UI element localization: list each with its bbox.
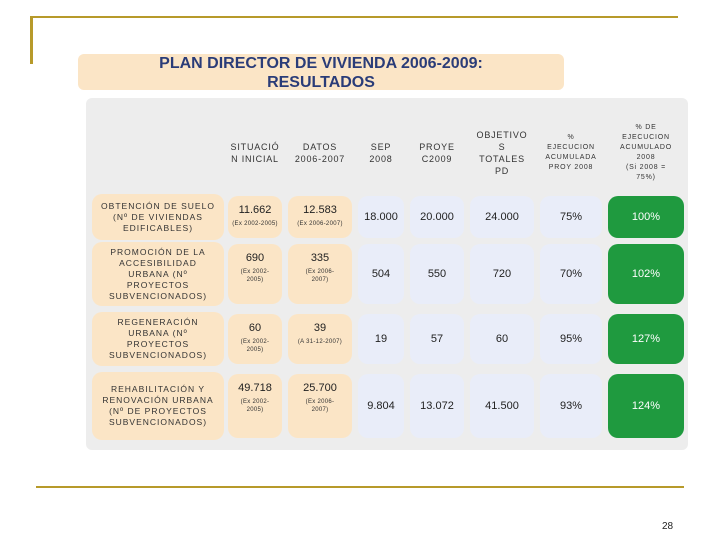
cell-value: 93% (559, 400, 583, 412)
table-cell (470, 314, 534, 364)
column-header-sep-2008 (358, 120, 404, 186)
table-cell (470, 196, 534, 238)
row-label-text (109, 247, 207, 302)
cell-note-line: (Ex 2002-2005) (232, 221, 278, 227)
column-header-line: 2008 (636, 154, 656, 161)
column-header-line: C2009 (421, 154, 453, 164)
cell-value: 24.000 (485, 211, 519, 223)
row-label (92, 242, 224, 306)
cell-value: 124% (631, 400, 661, 412)
cell-note-line: (Ex 2006- (305, 399, 335, 405)
cell-note-line: (Ex 2002- (240, 399, 270, 405)
table-cell (288, 244, 352, 304)
row-label (92, 312, 224, 366)
cell-value: 25.700 (303, 382, 337, 394)
row-label-line: EDIFICABLES) (122, 222, 194, 233)
table-cell (608, 374, 684, 438)
cell-value: 60 (248, 322, 262, 334)
table-cell (608, 244, 684, 304)
row-label-text (101, 201, 215, 234)
table-cell (228, 244, 282, 304)
table-cell (358, 314, 404, 364)
slide-title (78, 54, 564, 90)
cell-value: 95% (559, 333, 583, 345)
column-header-text (620, 123, 672, 183)
row-label-line: REHABILITACIÓN Y (110, 384, 206, 394)
cell-value: 100% (631, 211, 661, 223)
column-header-line: S (498, 142, 506, 152)
page-number: 28 (662, 521, 674, 532)
column-header-line: DATOS (302, 142, 338, 152)
cell-value: 41.500 (485, 400, 519, 412)
column-header-line: PD (494, 166, 510, 176)
cell-value: 550 (427, 268, 447, 280)
cell-value: 504 (371, 268, 391, 280)
decorative-vertical-line (30, 16, 33, 64)
column-header-text (419, 141, 455, 165)
cell-note-line: 2007) (311, 407, 329, 413)
cell-note (288, 268, 352, 284)
table-cell (540, 374, 602, 438)
cell-note (228, 268, 282, 284)
column-header-line: % (567, 134, 575, 141)
column-header-line: PROYE (419, 142, 455, 152)
row-label-line: PROYECTOS (126, 339, 190, 349)
cell-note-line: (Ex 2006-2007) (297, 221, 343, 227)
row-label-text (109, 317, 207, 361)
column-header-ejecucion-acumulado-2008 (608, 120, 684, 186)
cell-note-line: (A 31-12-2007) (297, 339, 343, 345)
cell-note-line: 2005) (246, 407, 264, 413)
row-label-line: REGENERACIÓN (117, 317, 199, 327)
cell-note-line: 2005) (246, 347, 264, 353)
table-cell (410, 244, 464, 304)
row-label (92, 372, 224, 440)
column-header-proyeccion-2009 (410, 120, 464, 186)
column-header-line: EJECUCION (622, 134, 670, 141)
cell-value: 19 (374, 333, 388, 345)
cell-value: 70% (559, 268, 583, 280)
column-header-text (231, 141, 280, 165)
column-header-datos-2006-2007 (288, 120, 352, 186)
table-cell (410, 374, 464, 438)
column-header-line: OBJETIVO (476, 130, 528, 140)
column-header-line: PROY 2008 (548, 164, 594, 171)
cell-value: 39 (313, 322, 327, 334)
table-cell (288, 196, 352, 238)
cell-value: 127% (631, 333, 661, 345)
column-header-text (545, 133, 596, 173)
cell-note-line: (Ex 2006- (305, 269, 335, 275)
table-cell (228, 374, 282, 438)
column-header-objetivos-totales-pd (470, 120, 534, 186)
table-cell (288, 374, 352, 438)
cell-value: 13.072 (420, 400, 454, 412)
table-cell (228, 314, 282, 364)
table-cell (540, 196, 602, 238)
table-cell (608, 196, 684, 238)
column-header-ejecucion-acumulada-proy-2008 (540, 120, 602, 186)
table-cell (358, 196, 404, 238)
cell-note-line: (Ex 2002- (240, 339, 270, 345)
column-header-text (295, 141, 345, 165)
cell-note (228, 338, 282, 354)
decorative-bottom-line (36, 486, 684, 488)
row-label-line: SUBVENCIONADOS) (108, 290, 208, 301)
table-cell (540, 314, 602, 364)
column-header-line: SITUACIÓ (230, 142, 280, 152)
table-cell (470, 244, 534, 304)
cell-value: 690 (245, 252, 265, 264)
cell-value: 18.000 (364, 211, 398, 223)
column-header-line: EJECUCION (547, 144, 595, 151)
decorative-top-line (30, 16, 678, 18)
row-label-line: URBANA (Nº (128, 268, 188, 279)
cell-value: 57 (430, 333, 444, 345)
column-header-line: SEP (370, 142, 392, 152)
row-label-line: OBTENCIÓN DE SUELO (101, 200, 215, 211)
column-header-text (369, 141, 392, 165)
table-cell (540, 244, 602, 304)
row-label-line: SUBVENCIONADOS) (108, 350, 208, 360)
slide-title-line-1: PLAN DIRECTOR DE VIVIENDA 2006-2009: (159, 55, 483, 72)
row-label-text (102, 384, 213, 428)
column-header-line: TOTALES (479, 154, 525, 164)
table-cell (358, 374, 404, 438)
cell-value: 12.583 (303, 204, 337, 216)
table-cell (410, 314, 464, 364)
cell-note (228, 220, 282, 228)
cell-value: 49.718 (238, 382, 272, 394)
column-header-line: N INICIAL (231, 154, 279, 164)
table-cell (288, 314, 352, 364)
column-header-line: 2006-2007 (294, 154, 346, 164)
cell-note-line: (Ex 2002- (240, 269, 270, 275)
column-header-line: ACUMULADO (620, 144, 672, 151)
table-cell (608, 314, 684, 364)
cell-value: 720 (492, 268, 512, 280)
row-label-line: ACCESIBILIDAD (119, 257, 197, 268)
column-header-line: ACUMULADA (545, 154, 597, 161)
cell-note (288, 220, 352, 228)
table-cell (470, 374, 534, 438)
row-label-line: PROYECTOS (126, 279, 190, 290)
column-header-line: (Si 2008 = (625, 164, 667, 171)
column-header-text (477, 129, 528, 177)
cell-note (288, 338, 352, 346)
cell-value: 60 (495, 333, 509, 345)
cell-value: 102% (631, 268, 661, 280)
row-label-line: RENOVACIÓN URBANA (102, 395, 214, 405)
table-cell (358, 244, 404, 304)
row-label-line: SUBVENCIONADOS) (108, 417, 208, 427)
cell-value: 335 (310, 252, 330, 264)
column-header-situacion-inicial (228, 120, 282, 186)
cell-note (288, 398, 352, 414)
row-label-line: URBANA (Nº (128, 328, 188, 338)
cell-value: 11.662 (238, 204, 272, 216)
cell-note-line: 2007) (311, 277, 329, 283)
cell-note-line: 2005) (246, 277, 264, 283)
column-header-line: 2008 (369, 154, 393, 164)
cell-value: 9.804 (367, 400, 395, 412)
row-label-line: (Nº DE PROYECTOS (109, 406, 207, 416)
row-label (92, 194, 224, 240)
table-cell (410, 196, 464, 238)
column-header-line: 75%) (636, 174, 656, 181)
slide-title-line-2: RESULTADOS (267, 74, 375, 91)
column-header-line: % DE (635, 124, 657, 131)
cell-value: 20.000 (420, 211, 454, 223)
cell-value: 75% (559, 211, 583, 223)
table-cell (228, 196, 282, 238)
cell-note (228, 398, 282, 414)
row-label-line: (Nº DE VIVIENDAS (113, 211, 203, 222)
row-label-line: PROMOCIÓN DE LA (110, 246, 206, 257)
